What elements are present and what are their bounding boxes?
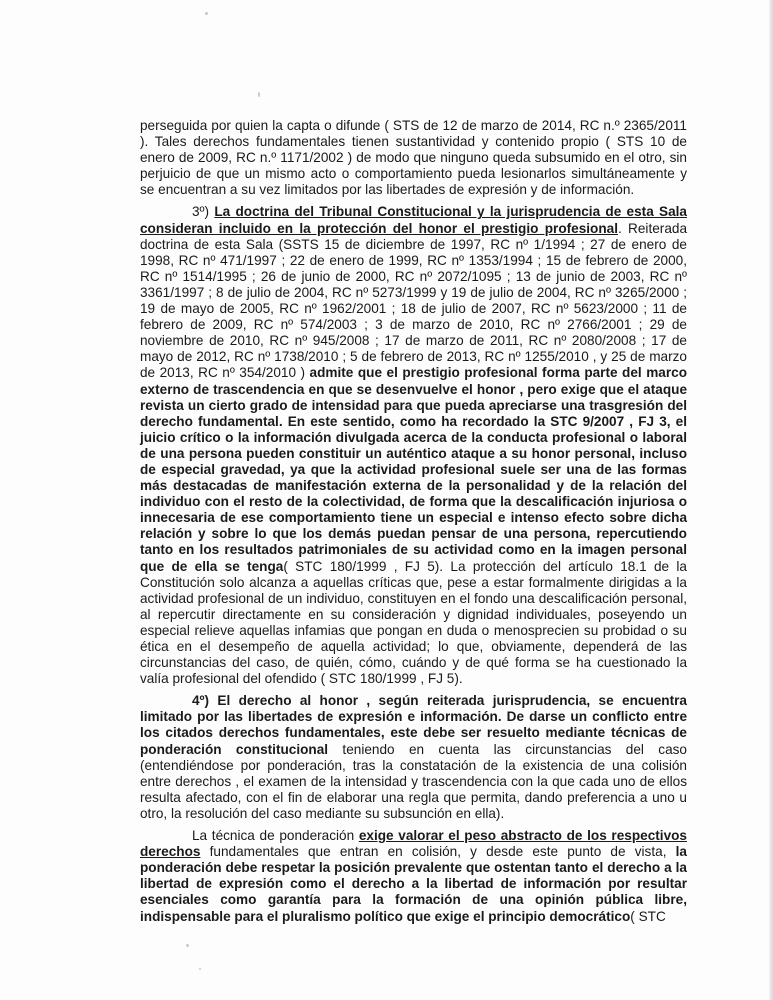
scan-speck [205, 12, 208, 15]
bold-segment: 4º) El derecho al honor , según reiterada jurisprudencia, se encuentra limitado por las libertades de expresión e información. De darse un conflicto entre los citados derechos fundamentales, este debe ser resuelto mediante técnicas de ponderación constitucional [140, 693, 687, 757]
text-segment: ( STC 180/1999 , FJ 5). La protección del artículo 18.1 de la Constitución solo alcanza a aquellas críticas que, pese a estar formalmente dirigidas a la actividad profesional de un individuo, constituyen en el fondo una descalificación personal, al repercutir directamente en su consideración y dignidad individuales, poseyendo un especial relieve aquellas infamias que pongan en duda o menosprecien su probidad o su ética en el desempeño de aquella actividad; lo que, obviamente, dependerá de las circunstancias del caso, de quién, cómo, cuándo y de qué forma se ha cuestionado la valía profesional del ofendido ( STC 180/1999 , FJ 5). [140, 558, 687, 687]
scan-speck [186, 944, 189, 947]
text-segment: 3º) [192, 204, 215, 220]
document-body [140, 118, 687, 925]
text-segment: teniendo en cuenta las circunstancias del caso (entendiéndose por ponderación, tras la constatación de la existencia de una colisión entre derechos , el examen de la intensidad y trascendencia con la que cada uno de ellos resulta afectado, con el fin de elaborar una regla que permita, dando preferencia a uno u otro, la resolución del caso mediante su subsunción en ella). [140, 741, 687, 821]
heading-segment-underlined: exige valorar el peso abstracto de los respectivos derechos [140, 828, 687, 860]
text-segment: ( STC [630, 908, 666, 924]
scan-edge-shadow [769, 0, 773, 1000]
scan-speck [258, 92, 260, 97]
text-segment: La técnica de ponderación [192, 828, 359, 844]
paragraph-3-derecho-al-honor [140, 693, 687, 822]
bold-segment: la ponderación debe respetar la posición prevalente que ostentan tanto el derecho a la libertad de expresión como el derecho a la libertad de información por resultar esenciales como garantía para la formación de una opinión pública libre, indispensable para el pluralismo político que exige el principio democrático [140, 844, 687, 924]
paragraph-2-prestigio-profesional [140, 204, 687, 687]
text-segment: fundamentales que entran en colisión, y desde este punto de vista, [200, 844, 676, 860]
paragraph-4-tecnica-de-ponderacion [140, 828, 687, 925]
paragraph-1 [140, 118, 687, 198]
bold-segment: admite que el prestigio profesional forma parte del marco externo de trascendencia en que se desenvuelve el honor , pero exige que el ataque revista un cierto grado de intensidad para que pueda apreciarse una trasgresión del derecho fundamental. En este sentido, como ha recordado la STC 9/2007 , FJ 3, el juicio crítico o la información divulgada acerca de la conducta profesional o laboral de una persona pueden constituir un auténtico ataque a su honor personal, incluso de especial gravedad, ya que la actividad profesional suele ser una de las formas más destacadas de manifestación externa de la personalidad y de la relación del individuo con el resto de la colectividad, de forma que la descalificación injuriosa o innecesaria de ese comportamiento tiene un especial e intenso efecto sobre dicha relación y sobre lo que los demás puedan pensar de una persona, repercutiendo tanto en los resultados patrimoniales de su actividad como en la imagen personal que de ella se tenga [140, 365, 688, 574]
text-segment: . Reiterada doctrina de esta Sala (SSTS 15 de diciembre de 1997, RC nº 1/1994 ; 27 de enero de 1998, RC nº 471/1997 ; 22 de enero de 1999, RC nº 1353/1994 ; 15 de febrero de 2000, RC nº 1514/1995 ; 26 de junio de 2000, RC nº 2072/1095 ; 13 de junio de 2003, RC nº 3361/1997 ; 8 de julio de 2004, RC nº 5273/1999 y 19 de julio de 2004, RC nº 3265/2000 ; 19 de mayo de 2005, RC nº 1962/2001 ; 18 de julio de 2007, RC nº 5623/2000 ; 11 de febrero de 2009, RC nº 574/2003 ; 3 de marzo de 2010, RC nº 2766/2001 ; 29 de noviembre de 2010, RC nº 945/2008 ; 17 de marzo de 2011, RC nº 2080/2008 ; 17 de mayo de 2012, RC nº 1738/2010 ; 5 de febrero de 2013, RC nº 1255/2010 , y 25 de marzo de 2013, RC nº 354/2010 ) [140, 220, 687, 381]
text-segment: perseguida por quien la capta o difunde ( STS de 12 de marzo de 2014, RC n.º 2365/2011 ). Tales derechos fundamentales tienen sustantividad y contenido propio ( STS 10 de enero de 2009, RC n.º 1171/2002 ) de modo que ninguno queda subsumido en el otro, sin perjuicio de que un mismo acto o comportamiento pueda lesionarlos simultáneamente y se encuentran a su vez limitados por las libertades de expresión y de información. [140, 118, 687, 198]
scan-speck [199, 968, 201, 970]
heading-segment-underlined: La doctrina del Tribunal Constitucional y la jurisprudencia de esta Sala consideran incluido en la protección del honor el prestigio profesional [140, 204, 687, 236]
